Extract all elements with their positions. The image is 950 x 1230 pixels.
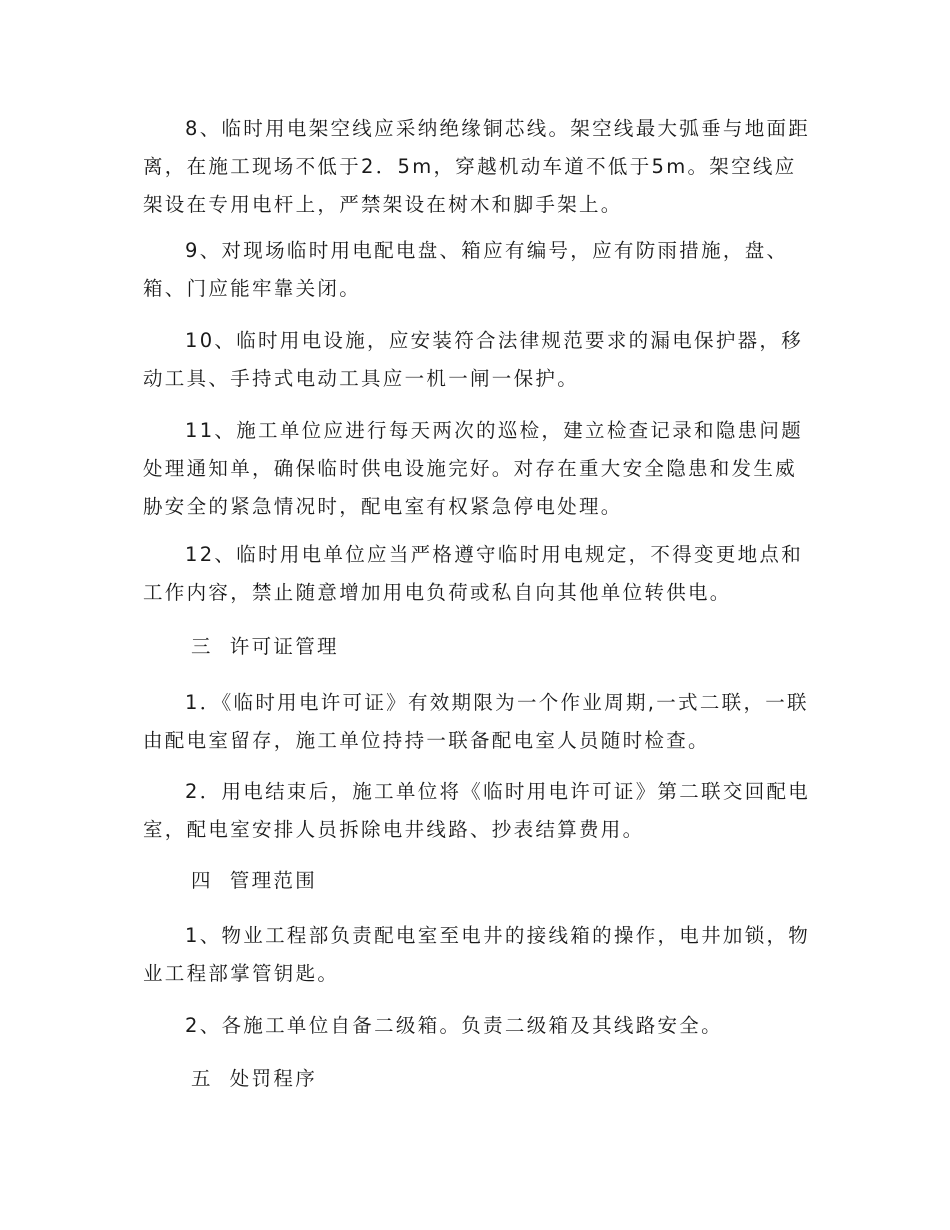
scope-item-2: 2、各施工单位自备二级箱。负责二级箱及其线路安全。 [185, 1014, 723, 1037]
paragraph-8: 8、临时用电架空线应采纳绝缘铜芯线。架空线最大弧垂与地面距离，在施工现场不低于2．5m，穿越机动车道不低于5m。架空线应架设在专用电杆上，严禁架设在树木和脚手架上。 [143, 117, 811, 216]
section-heading-license-management: 三 许可证管理 [191, 635, 339, 658]
paragraph-10: 10、临时用电设施，应安装符合法律规范要求的漏电保护器，移动工具、手持式电动工具应一机一闸一保护。 [143, 329, 804, 390]
paragraph-9: 9、对现场临时用电配电盘、箱应有编号，应有防雨措施，盘、箱、门应能牢靠关闭。 [143, 239, 789, 300]
scope-item-1: 1、物业工程部负责配电室至电井的接线箱的操作，电井加锁，物业工程部掌管钥匙。 [143, 924, 811, 985]
section-heading-management-scope: 四 管理范围 [191, 869, 317, 892]
paragraph-12: 12、临时用电单位应当严格遵守临时用电规定，不得变更地点和工作内容，禁止随意增加用电负荷或私自向其他单位转供电。 [143, 543, 804, 604]
section-heading-penalty-procedure: 五 处罚程序 [191, 1067, 317, 1090]
paragraph-11: 11、施工单位应进行每天两次的巡检，建立检查记录和隐患问题处理通知单，确保临时供电设施完好。对存在重大安全隐患和发生威胁安全的紧急情况时，配电室有权紧急停电处理。 [143, 419, 804, 518]
license-item-2: 2．用电结束后，施工单位将《临时用电许可证》第二联交回配电室，配电室安排人员拆除电井线路、抄表结算费用。 [143, 780, 811, 841]
license-item-1: 1．《临时用电许可证》有效期限为一个作业周期,一式二联，一联由配电室留存，施工单位持持一联备配电室人员随时检查。 [143, 691, 809, 752]
